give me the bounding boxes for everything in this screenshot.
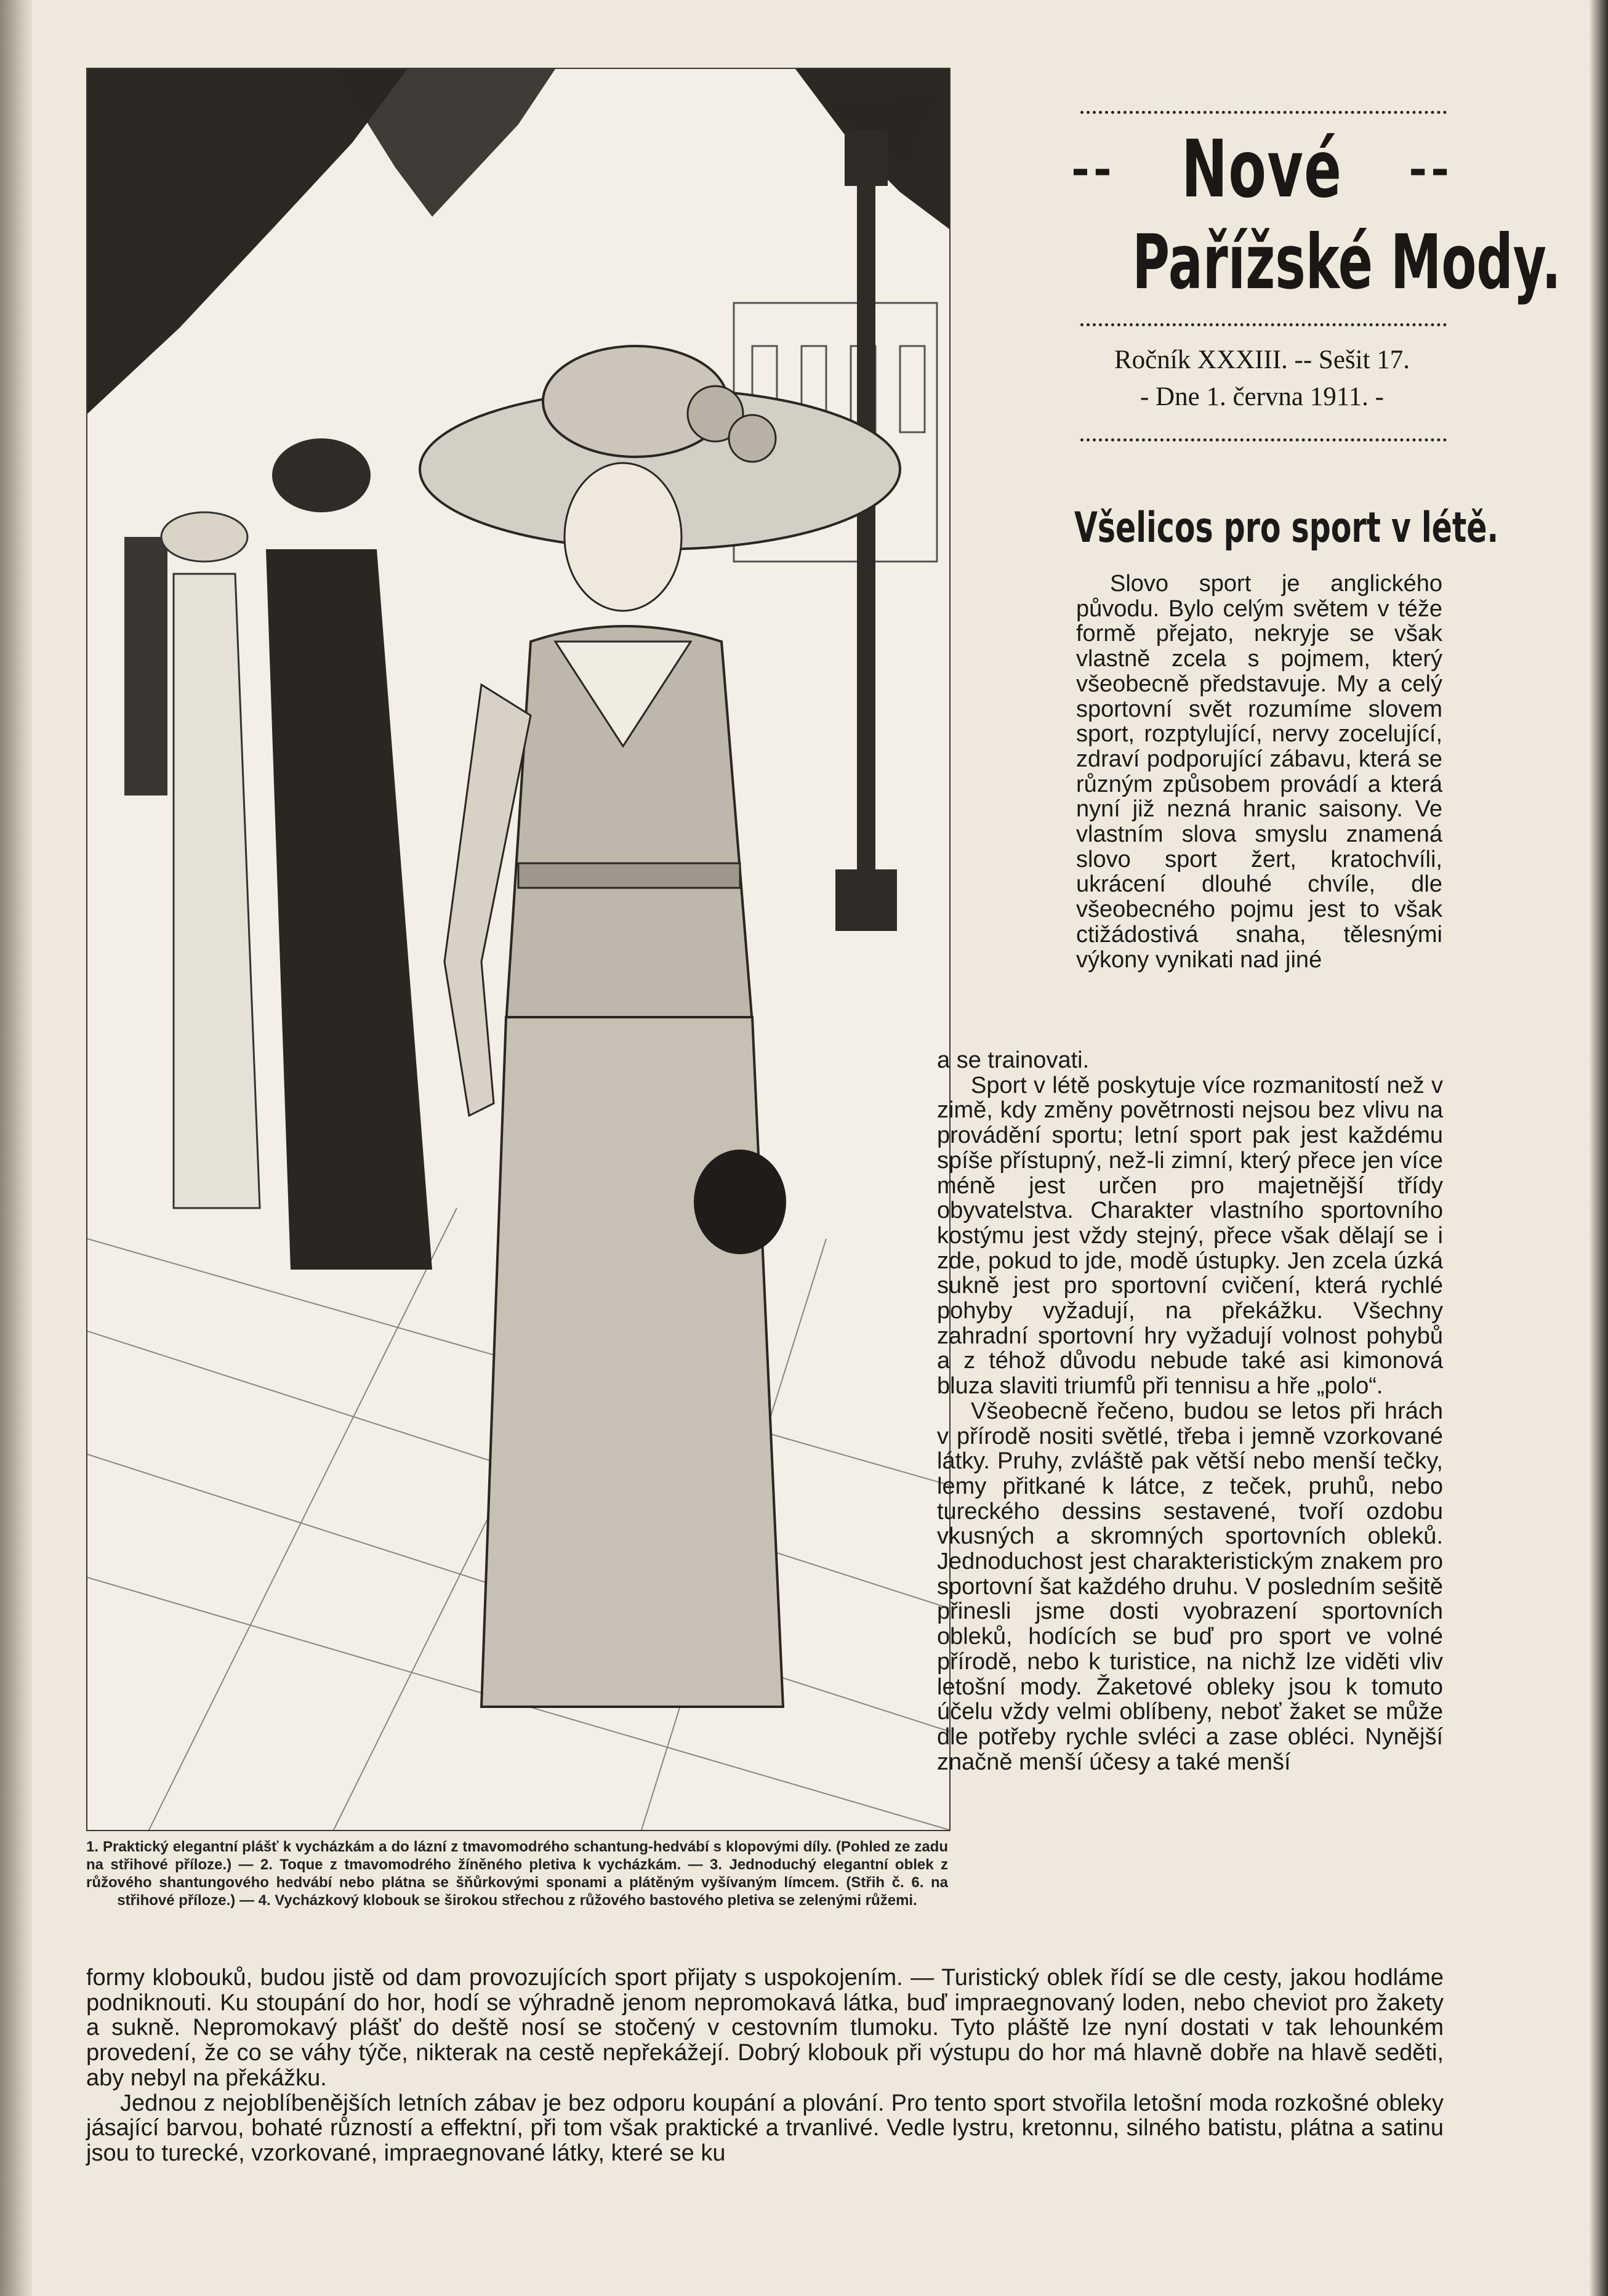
issue-date: - Dne 1. června 1911. - (1140, 382, 1384, 411)
article-title: Všelicos pro sport v létě. (1074, 504, 1499, 552)
masthead-rule-bottom (1080, 438, 1447, 445)
masthead-dash-left: -- (1071, 143, 1116, 195)
illustration-caption: 1. Praktický elegantní plášť k vycházkám a do lázní z tmavomodrého schantung-hedvábí s klopovými díly. (Pohled ze zadu na střihové příloze.) — 2. Toque z tmavomodrého žíněného pletiva k vycházkám. — 3. Jednoduchý elegantní oblek z růžového shantungového hedvábí nebo plátna se šňůrkovými sponami a plátěným vyšívaným límcem. (Střih č. 6. na střihové příloze.) — 4. Vycházkový klobouk se širokou střechou z růžového bastového pletiva se zelenými růžemi. (86, 1839, 948, 1909)
issue-volume: Ročník XXXIII. -- Sešit 17. (1114, 345, 1410, 374)
article-bottom-text (86, 1965, 1444, 2166)
masthead-rule-middle (1080, 323, 1447, 330)
masthead-title-line2: Pařížské Mody. (1132, 219, 1561, 306)
article-paragraph-2: Sport v létě poskytuje více rozmanitostí než v zimě, kdy změny povětrnosti nejsou bez vlivu na provádění sportu; letní sport pak jest každému spíše přístupný, než-li zimní, který přece jen více méně jest určen pro majetnější třídy obyvatelstva. Charakter vlastního sportovního kostýmu jest vždy stejný, přece však dělají se i zde, pokud to jde, modě ústupky. Jen zcela úzká sukně jest pro sportovní cvičení, která rychlé pohyby vyžadují, na překážku. Všechny zahradní sportovní hry vyžadují volnost pohybů a z téhož důvodu nebude také asi kimonová bluza slaviti triumfů při tennisu a hře „polo“. (937, 1072, 1443, 1400)
masthead-title-line1 (1071, 123, 1453, 216)
article-paragraph-3: Všeobecně řečeno, budou se letos při hrách v přírodě nositi světlé, třeba i jemně vzorkované látky. Pruhy, zvláště pak větší nebo menší tečky, lemy přitkané k látce, z teček, pruhů, nebo tureckého dessins sestavené, tvoří ozdobu vkusných a skromných sportovních obleků. Jednoduchost jest charakteristickým znakem pro sportovní šat každého druhu. V posledním sešitě přinesli jsme dosti vyobrazení sportovních obleků, hodících se buď pro sport ve volné přírodě, nebo k turistice, na nichž lze viděti vliv letošní mody. Žaketové obleky jsou k tomuto účelu vždy velmi oblíbeny, neboť žaket se může dle potřeby rychle svléci a zase obléci. Nynější značně menší účesy a také menší (937, 1398, 1443, 1775)
article-paragraph-1: Slovo sport je anglického původu. Bylo celým světem v téže formě přejato, nekryje se však vlastně zcela s pojmem, který všeobecně představuje. My a celý sportovní svět rozumíme slovem sport, rozptylující, nervy zocelující, zdraví podporující zábavu, která se různým způsobem provádí a která nyní již nezná hranic saisony. Ve vlastním slova smyslu znamená slovo sport žert, kratochvíli, ukrácení dlouhé chvíle, dle všeobecného pojmu jest to však ctižádostivá snaha, tělesnými výkony vynikati nad jiné (1076, 571, 1442, 973)
binding-gutter (0, 0, 32, 2296)
illustration-drawing (87, 69, 949, 1830)
article-column-wide (937, 1048, 1443, 1774)
masthead-title-word: Nové (1181, 123, 1343, 216)
fashion-illustration (86, 68, 951, 1831)
article-paragraph-4: Jednou z nejoblíbenějších letních zábav je bez odporu koupání a plování. Pro tento sport stvořila letošní moda rozkošné obleky jásající barvou, bohaté růzností a effektní, při tom však praktické a trvanlivé. Vedle lystru, kretonnu, silného batistu, plátna a satinu jsou to turecké, vzorkované, impraegnované látky, které se ku (86, 2090, 1444, 2166)
page-edge (1590, 0, 1608, 2296)
article-paragraph-3-end: formy klobouků, budou jistě od dam provozujících sport přijaty s uspokojením. — Turistický oblek řídí se dle cesty, jakou hodláme podniknouti. Ku stoupání do hor, hodí se výhradně jenom nepromokavá látka, buď impraegnovaný loden, nebo cheviot pro žakety a sukně. Nepromokavý plášť do deště nosí se stočený v cestovním tlumoku. Tyto pláště lze nyní dostati v tak lehounkém provedení, že co se váhy týče, nikterak na cestě nepřekážejí. Dobrý klobouk při výstupu do hor má hlavně dobře na hlavě seděti, aby nebyl na překážku. (86, 1965, 1444, 2091)
article-paragraph-1-end: a se trainovati. (937, 1047, 1090, 1073)
masthead-dash-right: -- (1409, 143, 1453, 195)
masthead-rule-top (1080, 111, 1447, 118)
article-column-narrow (1076, 571, 1442, 972)
